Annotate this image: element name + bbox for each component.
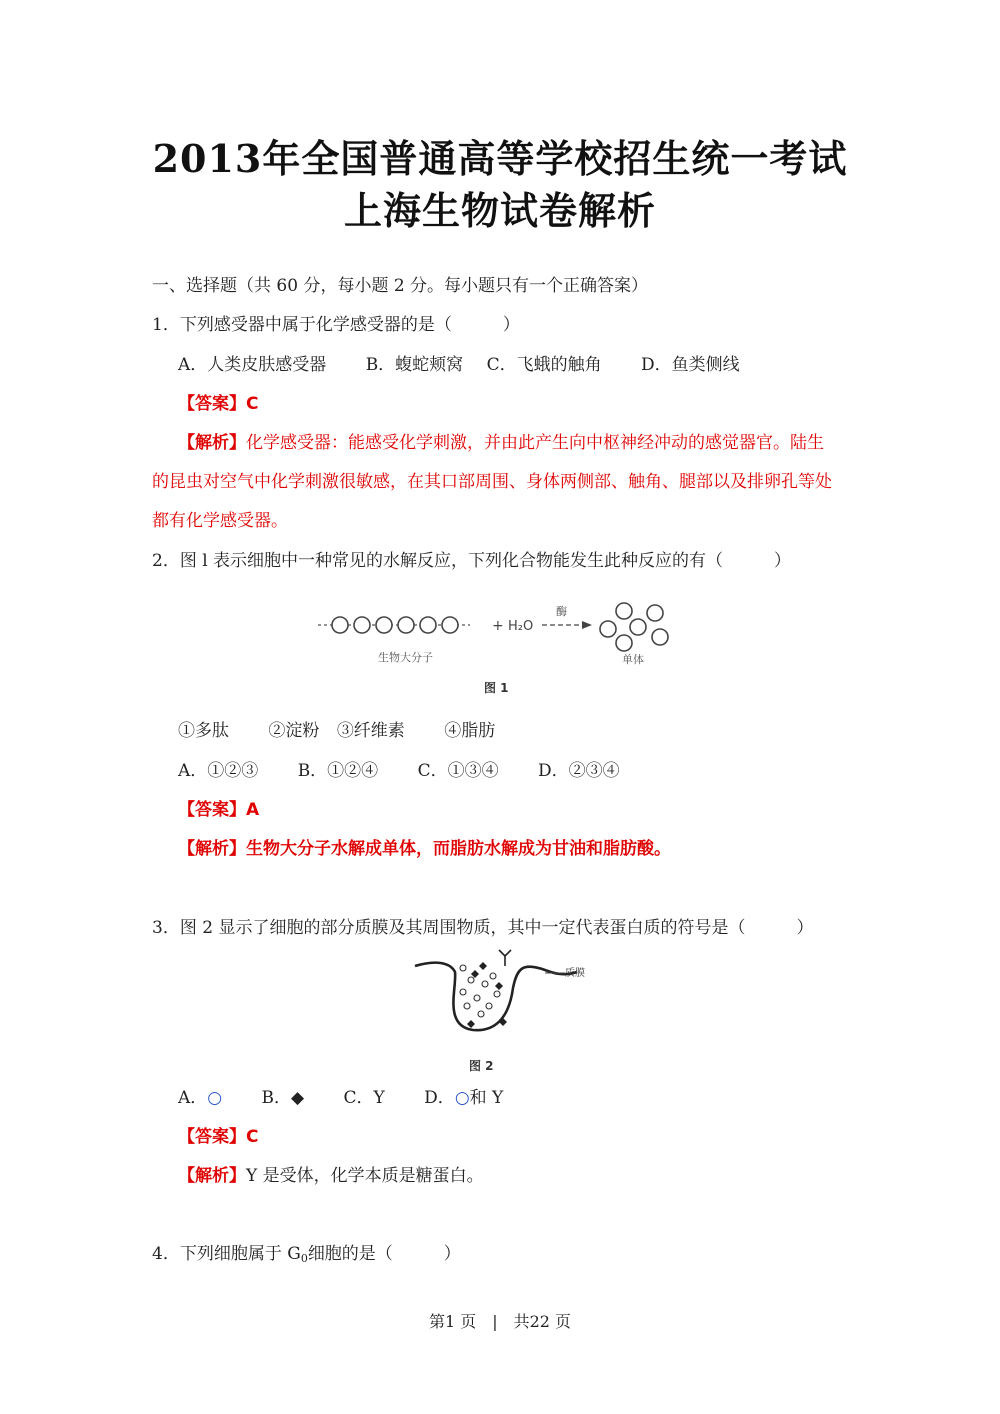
q2-answer-label: 【答案】	[178, 800, 246, 820]
circle-molecule	[478, 1011, 484, 1017]
monomer-label: 单体	[622, 653, 644, 666]
q1-analysis-text-1: 化学感受器：能感受化学刺激，并由此产生向中枢神经冲动的感觉器官。陆生	[246, 433, 824, 453]
q2-answer	[178, 798, 259, 822]
circle-molecule	[460, 989, 466, 995]
q3-analysis-text: Y 是受体，化学本质是糖蛋白。	[246, 1166, 484, 1186]
q1-analysis-label: 【解析】	[178, 433, 246, 453]
free-monomer	[630, 619, 646, 635]
q3-options	[178, 1086, 537, 1110]
q3-answer-value: C	[246, 1127, 259, 1147]
receptor-arms	[499, 950, 511, 956]
q1-answer	[178, 392, 258, 416]
free-monomer	[652, 629, 668, 645]
q2-options	[178, 759, 654, 783]
free-monomer	[616, 603, 632, 619]
figure-1-hydrolysis	[310, 595, 690, 700]
q1-option-d: D．鱼类侧线	[641, 355, 740, 375]
q2-option-b: B．①②④	[297, 761, 379, 781]
q3-option-c-letter: C．	[343, 1088, 374, 1108]
q2-analysis	[178, 837, 671, 861]
free-monomer	[647, 605, 663, 621]
section-heading: 一、选择题（共 60 分，每小题 2 分。每小题只有一个正确答案）	[152, 276, 649, 296]
q1-analysis-line-1	[178, 431, 824, 455]
diamond-molecule	[467, 1020, 475, 1028]
monomer-circle	[332, 617, 348, 633]
title-line-2: 上海生物试卷解析	[343, 188, 656, 233]
monomer-circle	[398, 617, 414, 633]
circle-molecule	[460, 965, 466, 971]
q1-option-a: A．人类皮肤感受器	[178, 355, 327, 375]
q2-analysis-label: 【解析】	[178, 839, 246, 859]
monomer-group	[600, 603, 668, 651]
circle-molecule	[482, 981, 488, 987]
q2-option-a: A．①②③	[178, 761, 259, 781]
free-monomer	[616, 635, 632, 651]
q2-item-3: ③纤维素	[336, 721, 405, 741]
q3-option-b	[262, 1086, 305, 1110]
q1-option-c: C．飞蛾的触角	[486, 355, 602, 375]
q1-option-b: B．蝮蛇颊窝	[365, 355, 464, 375]
circle-molecule	[464, 1003, 470, 1009]
q3-stem: 3．图 2 显示了细胞的部分质膜及其周围物质，其中一定代表蛋白质的符号是（ ）	[152, 918, 814, 938]
q3-option-d	[424, 1086, 503, 1110]
q1-answer-value: C	[246, 394, 259, 414]
diamond-symbol-icon: ◆	[291, 1088, 305, 1108]
q3-option-b-letter: B．	[261, 1088, 292, 1108]
plus-sign: +	[492, 618, 504, 634]
q3-option-c	[344, 1086, 385, 1110]
q3-option-a	[178, 1086, 222, 1110]
free-monomer	[600, 621, 616, 637]
q2-stem: 2．图 l 表示细胞中一种常见的水解反应，下列化合物能发生此种反应的有（ ）	[152, 551, 792, 571]
figure-1-caption: 图 1	[484, 681, 509, 695]
circle-molecule	[468, 977, 474, 983]
q3-option-d-letter: D．	[424, 1088, 455, 1108]
q3-analysis	[178, 1164, 484, 1188]
circle-molecule	[474, 995, 480, 1001]
circle-molecule	[494, 991, 500, 997]
page-footer: 第1 页 | 共22 页	[428, 1312, 572, 1331]
y-receptor	[499, 950, 511, 966]
monomer-circle	[420, 617, 436, 633]
q3-answer-label: 【答案】	[178, 1127, 246, 1147]
monomer-circle	[376, 617, 392, 633]
q2-item-4: ④脂肪	[444, 721, 496, 741]
q1-options	[178, 353, 774, 377]
circle-symbol-icon: ○	[454, 1088, 470, 1108]
q3-option-d-suffix: 和 Y	[469, 1088, 504, 1108]
q2-answer-value: A	[246, 800, 260, 820]
q1-answer-label: 【答案】	[178, 394, 246, 414]
circle-molecule	[490, 973, 496, 979]
q2-item-1: ①多肽	[178, 721, 229, 741]
circle-molecule	[486, 1003, 492, 1009]
arrow-head-icon	[582, 621, 592, 629]
q4-stem-pre: 4．下列细胞属于 G	[152, 1244, 301, 1264]
q3-answer	[178, 1125, 258, 1149]
q2-item-2: ②淀粉	[268, 721, 320, 741]
water-label: H₂O	[508, 619, 534, 634]
enzyme-label: 酶	[556, 605, 567, 618]
small-circles	[460, 965, 500, 1017]
y-symbol: Y	[373, 1088, 385, 1108]
q2-analysis-text: 生物大分子水解成单体，而脂肪水解成为甘油和脂肪酸。	[246, 839, 671, 859]
title-line-1: 2013年全国普通高等学校招生统一考试	[152, 136, 848, 181]
monomer-circle	[442, 617, 458, 633]
q4-stem-post: 细胞的是（ ）	[307, 1244, 461, 1264]
q4-stem-subscript: 0	[300, 1252, 308, 1265]
macromolecule-label: 生物大分子	[378, 651, 433, 664]
q2-option-d: D．②③④	[538, 761, 620, 781]
q2-option-c: C．①③④	[417, 761, 499, 781]
q1-analysis-line-3: 都有化学感受器。	[152, 511, 288, 531]
q3-analysis-label: 【解析】	[178, 1166, 246, 1186]
q1-analysis-line-2: 的昆虫对空气中化学刺激很敏感，在其口部周围、身体两侧部、触角、腿部以及排卵孔等处	[152, 472, 832, 492]
monomer-circle	[354, 617, 370, 633]
membrane-label: 质膜	[565, 968, 585, 979]
figure-2-membrane	[405, 948, 605, 1078]
diamond-molecule	[495, 982, 503, 990]
figure-2-caption: 图 2	[469, 1059, 494, 1073]
diamond-molecule	[479, 962, 487, 970]
q1-stem: 1．下列感受器中属于化学感受器的是（ ）	[152, 315, 520, 335]
q3-option-a-letter: A．	[178, 1088, 208, 1108]
circle-symbol-icon: ○	[207, 1088, 223, 1108]
q2-items	[178, 719, 529, 743]
q4-stem	[152, 1242, 461, 1271]
